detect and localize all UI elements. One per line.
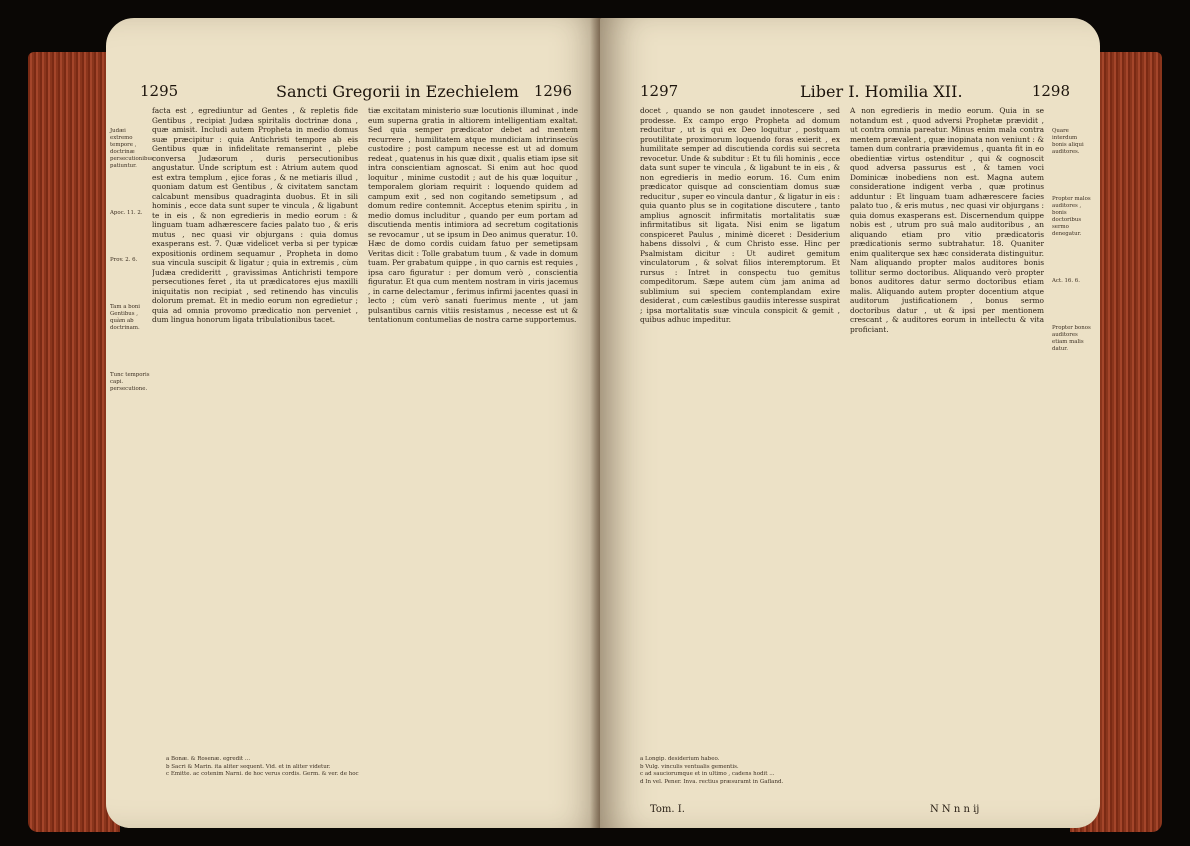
running-title: Sancti Gregorii in Ezechielem [276, 82, 519, 101]
margin-note: Apoc. 11. 2. [110, 210, 143, 216]
open-book [28, 12, 1162, 834]
text-column: A non egredieris in medio eorum. Quia in se notandum est , quod adversi Prophetæ prævidit , ut contra omnia pareatur. Minus enim mala contra mentem prævalent , quæ inopinata non veniunt : & tamen dum contraria prævidemus , quanta fit in eo obedientiæ virtus ostenditur , qui & cognoscit quod adversa passurus est , & tamen voci Dominicæ inobediens non est. Magna autem consideratione indigent verba , quæ protinus adduntur : Et linguam tuam adhærescere facies palato tuo , & eris mutus , nec quasi vir objurgans : quia domus exasperans est. Discernendum quippe nobis est , utrum pro suâ malo auditoribus , an aliquando etiam pro vitio prædicatoris prædicationis sermo subtrahatur. 18. Quaniter enim qualiterque sex hæc considerata distinguitur. Nam aliquando propter malos auditores bonis tollitur sermo doctoribus. Aliquando verò propter bonos auditores datur sermo doctoribus etiam malis. Aliquando autem propter docentium atque auditorum justificationem , bonus sermo doctoribus datur , ut & ipsi per mentionem crescant , & auditores eorum in intellectu & vita proficiant. [850, 106, 1044, 334]
footnote: d In vel. Pener. Inva. rectius præsuramt in Gafland. [640, 778, 784, 785]
left-page [106, 18, 606, 828]
text-column: tiæ excitatam ministerio suæ locutionis illuminat , inde eum superna gratia in altiorem intelligentiam exaltat. Sed quia semper prædicator debet ad mentem recurrere , humilitatem atque mundiciam intrinsecùs custodire ; post campum necesse est ut ad domum redeat , quatenus in his quæ dixit , qualis etiam ipse sit intra conscientiam agnoscat. Si enim aut hoc quod loquitur , minime custodit ; aut de his quæ loquitur , temporalem gloriam requirit : loquendo quidem ad campum exit , sed non cogitando semetipsum , ad domum redire contemnit. Acceptus etenim spiritu , in medio domus includitur , quando per eum portam ad discutienda mentis intimiora ad secretum cogitationis se revocamur , ut se ipsum in Deo animus queratur. 10. Hæc de domo cordis cuidam fatuo per semetipsam Veritas dicit : Tolle grabatum tuum , & vade in domum tuam. Per grabatum quippe , in quo carnis est requies , ipsa caro figuratur : per domum verò , conscientia figuratur. Et qua cum mentem nostram in viris jacemus , in carne delectamur , ferimus infirmi jacentes quasi in lecto ; cùm verò sanati fuerimus mente , ut jam pulsantibus carnis vitiis resistamus , necesse est ut & tentationum contumelias de nostra carne supportemus. [368, 106, 578, 324]
footnote: c Emitte. ac cotenim Narni. de hoc verus cordis. Germ. & ver. de hoc [166, 771, 359, 777]
footnote: a Longip. desiderium habeo. [640, 756, 720, 762]
footnotes [166, 756, 566, 779]
page-number: 1295 [140, 82, 179, 100]
footnote: b Vulg. vinculis ventualis gementis. [640, 763, 739, 770]
margin-note: Judæi extremo tempore , doctrinæ persecutionibus patiuntur. [110, 128, 154, 169]
margin-note: Quare interdum bonis aliqui auditores. [1052, 128, 1084, 155]
margin-note: Propter malos auditores , bonis doctoribus sermo denegatur. [1052, 196, 1091, 237]
gathering-signature: N N n n ij [930, 804, 980, 815]
footnote: b Sacri & Marin. ita aliter sequent. Vid. et in aliter videtur. [166, 763, 331, 770]
margin-note: Act. 16. 6. [1052, 278, 1080, 284]
page-number: 1298 [1031, 82, 1070, 100]
right-running-head [600, 82, 1100, 102]
text-column: facta est , egrediuntur ad Gentes , & repletis fide Gentibus , recipiat Judæa spiritalis doctrinæ dona , quæ amisit. Includi autem Propheta in medio domus suæ præcipitur : quia Antichristi tempore ab eis Gentibus quæ in infidelitate remanserint , plebe conversa Judæorum , duris persecutionibus angustatur. Unde scriptum est : Atrium autem quod est extra templum , ejice foras , & ne metiaris illud , quoniam datum est Gentibus , & civitatem sanctam calcabunt mensibus quadraginta duobus. Et in sili hominis , ecce data sunt super te vincula , & ligabunt te in eis , & non egredieris in medio eorum : & linguam tuam adhærescere facies palato tuo , & eris mutus , nec quasi vir objurgans : quia domus exasperans est. 7. Quæ videlicet verba si per typicæ expositionis ordinem sequamur , Propheta in domo sua vincula suscipit & ligatur ; quia in extremis , cùm Judæa credideritt , gravissimas Antichristi tempore persecutiones feret , ita ut prædicatores ejus maxilli iniquitatis non recipiat , sed retinendo has vinculis dolorum premat. Et in medio eorum non egredietur ; quia ad omnia provomo prædicatio non perveniet , dum lingua honorum ligata tribulationibus tacet. [152, 106, 358, 324]
margin-note: Propter bonos auditores etiam malis datur. [1052, 325, 1091, 352]
running-title: Liber I. Homilia XII. [800, 82, 963, 101]
left-running-head [106, 82, 606, 102]
margin-note: Prov. 2. 6. [110, 257, 138, 263]
right-page [600, 18, 1100, 828]
footnotes [640, 756, 840, 786]
right-margin-notes [1052, 128, 1092, 393]
page-number: 1297 [640, 82, 679, 100]
footnote: c ad sauciorumque et in ultimo , cadens hodit ... [640, 771, 775, 777]
text-column: docet , quando se non gaudet innotescere , sed prodesse. Ex campo ergo Propheta ad domum reducitur , ut is qui ex Deo loquitur , postquam proutilitate proximorum loquendo foras exierit , ex humilitate semper ad discutienda cordis sui secreta revocetur. Unde & subditur : Et tu fili hominis , ecce data sunt super te vincula , & ligabunt te in eis , & non egredieris in medio eorum. 16. Cum enim prædicator quisque ad conscientiam domus suæ reducitur , super eo vincula dantur , & ligatur in eis : quia quanto plus se in cogitatione discutere , tanto amplius agnoscit infirmitatis mortalitatis suæ infirmitatibus sit ligata. Nisi enim se ligatum conspiceret Paulus , minimè diceret : Desiderium habens dissolvi , & cum Christo esse. Hinc per Psalmistam dicitur : Ut audiret gemitum vinculatorum , & solvat filios interemptorum. Et rursus : Intret in conspectu tuo gemitus compeditorum. Sæpe autem cùm jam anima ad sublimium sui speciem contemplandam exire desiderat , cum cælestibus gaudiis interesse suspirat ; ipsa mortalitatis suæ vincula conspicit & gemit , quibus adhuc impeditur. [640, 106, 840, 324]
margin-note: Tunc temporis capi. persecutione. [110, 372, 150, 392]
page-number: 1296 [533, 82, 572, 100]
volume-signature: Tom. I. [650, 804, 685, 815]
margin-note: Tam a boni Gentibus , quàm ab doctrinam. [110, 304, 141, 331]
left-margin-notes [110, 128, 154, 433]
footnote: a Bonæ. & Rosenæ. egredit ... [166, 756, 251, 762]
